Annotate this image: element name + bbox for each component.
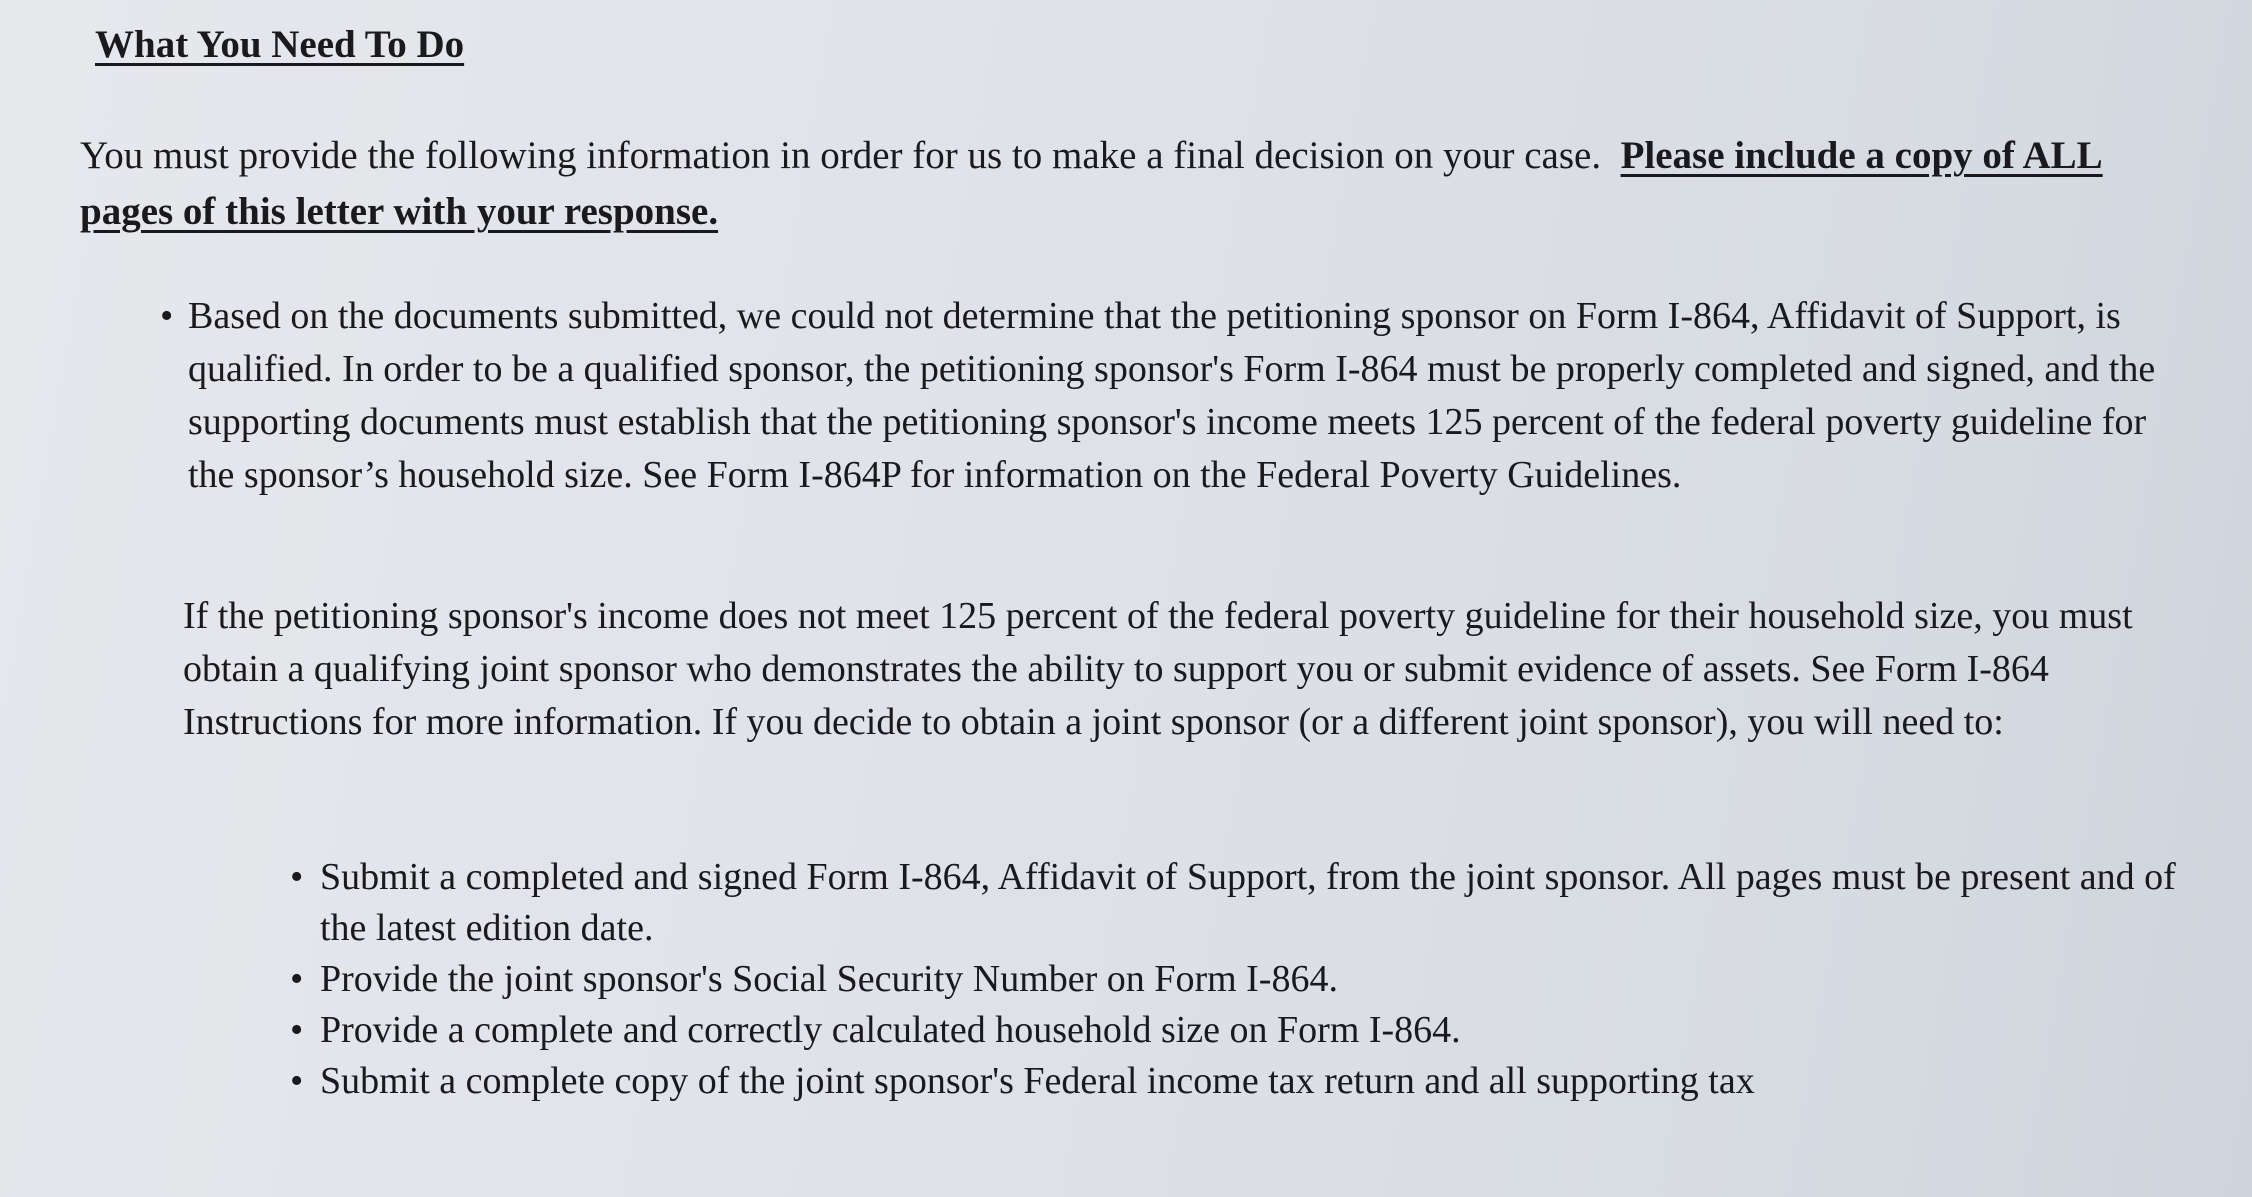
- intro-text: You must provide the following information in order for us to make a final decision on your case.: [80, 134, 1602, 177]
- main-bullet-list: [160, 290, 2180, 502]
- list-item: • Provide the joint sponsor's Social Security Number on Form I-864.: [290, 954, 2200, 1005]
- joint-sponsor-paragraph: If the petitioning sponsor's income does not meet 125 percent of the federal poverty guideline for their household size, you must obtain a qualifying joint sponsor who demonstrates the ability to support you or submit evidence of assets. See Form I-864 Instructions for more information. If you decide to obtain a joint sponsor (or a different joint sponsor), you will need to:: [183, 595, 2133, 743]
- main-bullet-item: • Based on the documents submitted, we could not determine that the petitioning sponsor on Form I-864, Affidavit of Support, is qualified. In order to be a qualified sponsor, the petitioning sponsor's Form I-864 must be properly completed and signed, and the supporting documents must establish that the petitioning sponsor's income meets 125 percent of the federal poverty guideline for the sponsor’s household size. See Form I-864P for information on the Federal Poverty Guidelines.: [160, 290, 2180, 502]
- list-item: • Submit a complete copy of the joint sponsor's Federal income tax return and all supporting tax: [290, 1056, 2200, 1107]
- section-heading: What You Need To Do: [95, 23, 465, 66]
- list-item: • Provide a complete and correctly calculated household size on Form I-864.: [290, 1005, 2200, 1056]
- intro-paragraph: [80, 128, 2200, 240]
- list-item: • Submit a completed and signed Form I-864, Affidavit of Support, from the joint sponsor. All pages must be present and of the latest edition date.: [290, 852, 2200, 954]
- intro-emphasis: Please include a copy of ALL pages of this letter with your response.: [80, 134, 2103, 233]
- joint-sponsor-requirements-list: [290, 852, 2200, 1107]
